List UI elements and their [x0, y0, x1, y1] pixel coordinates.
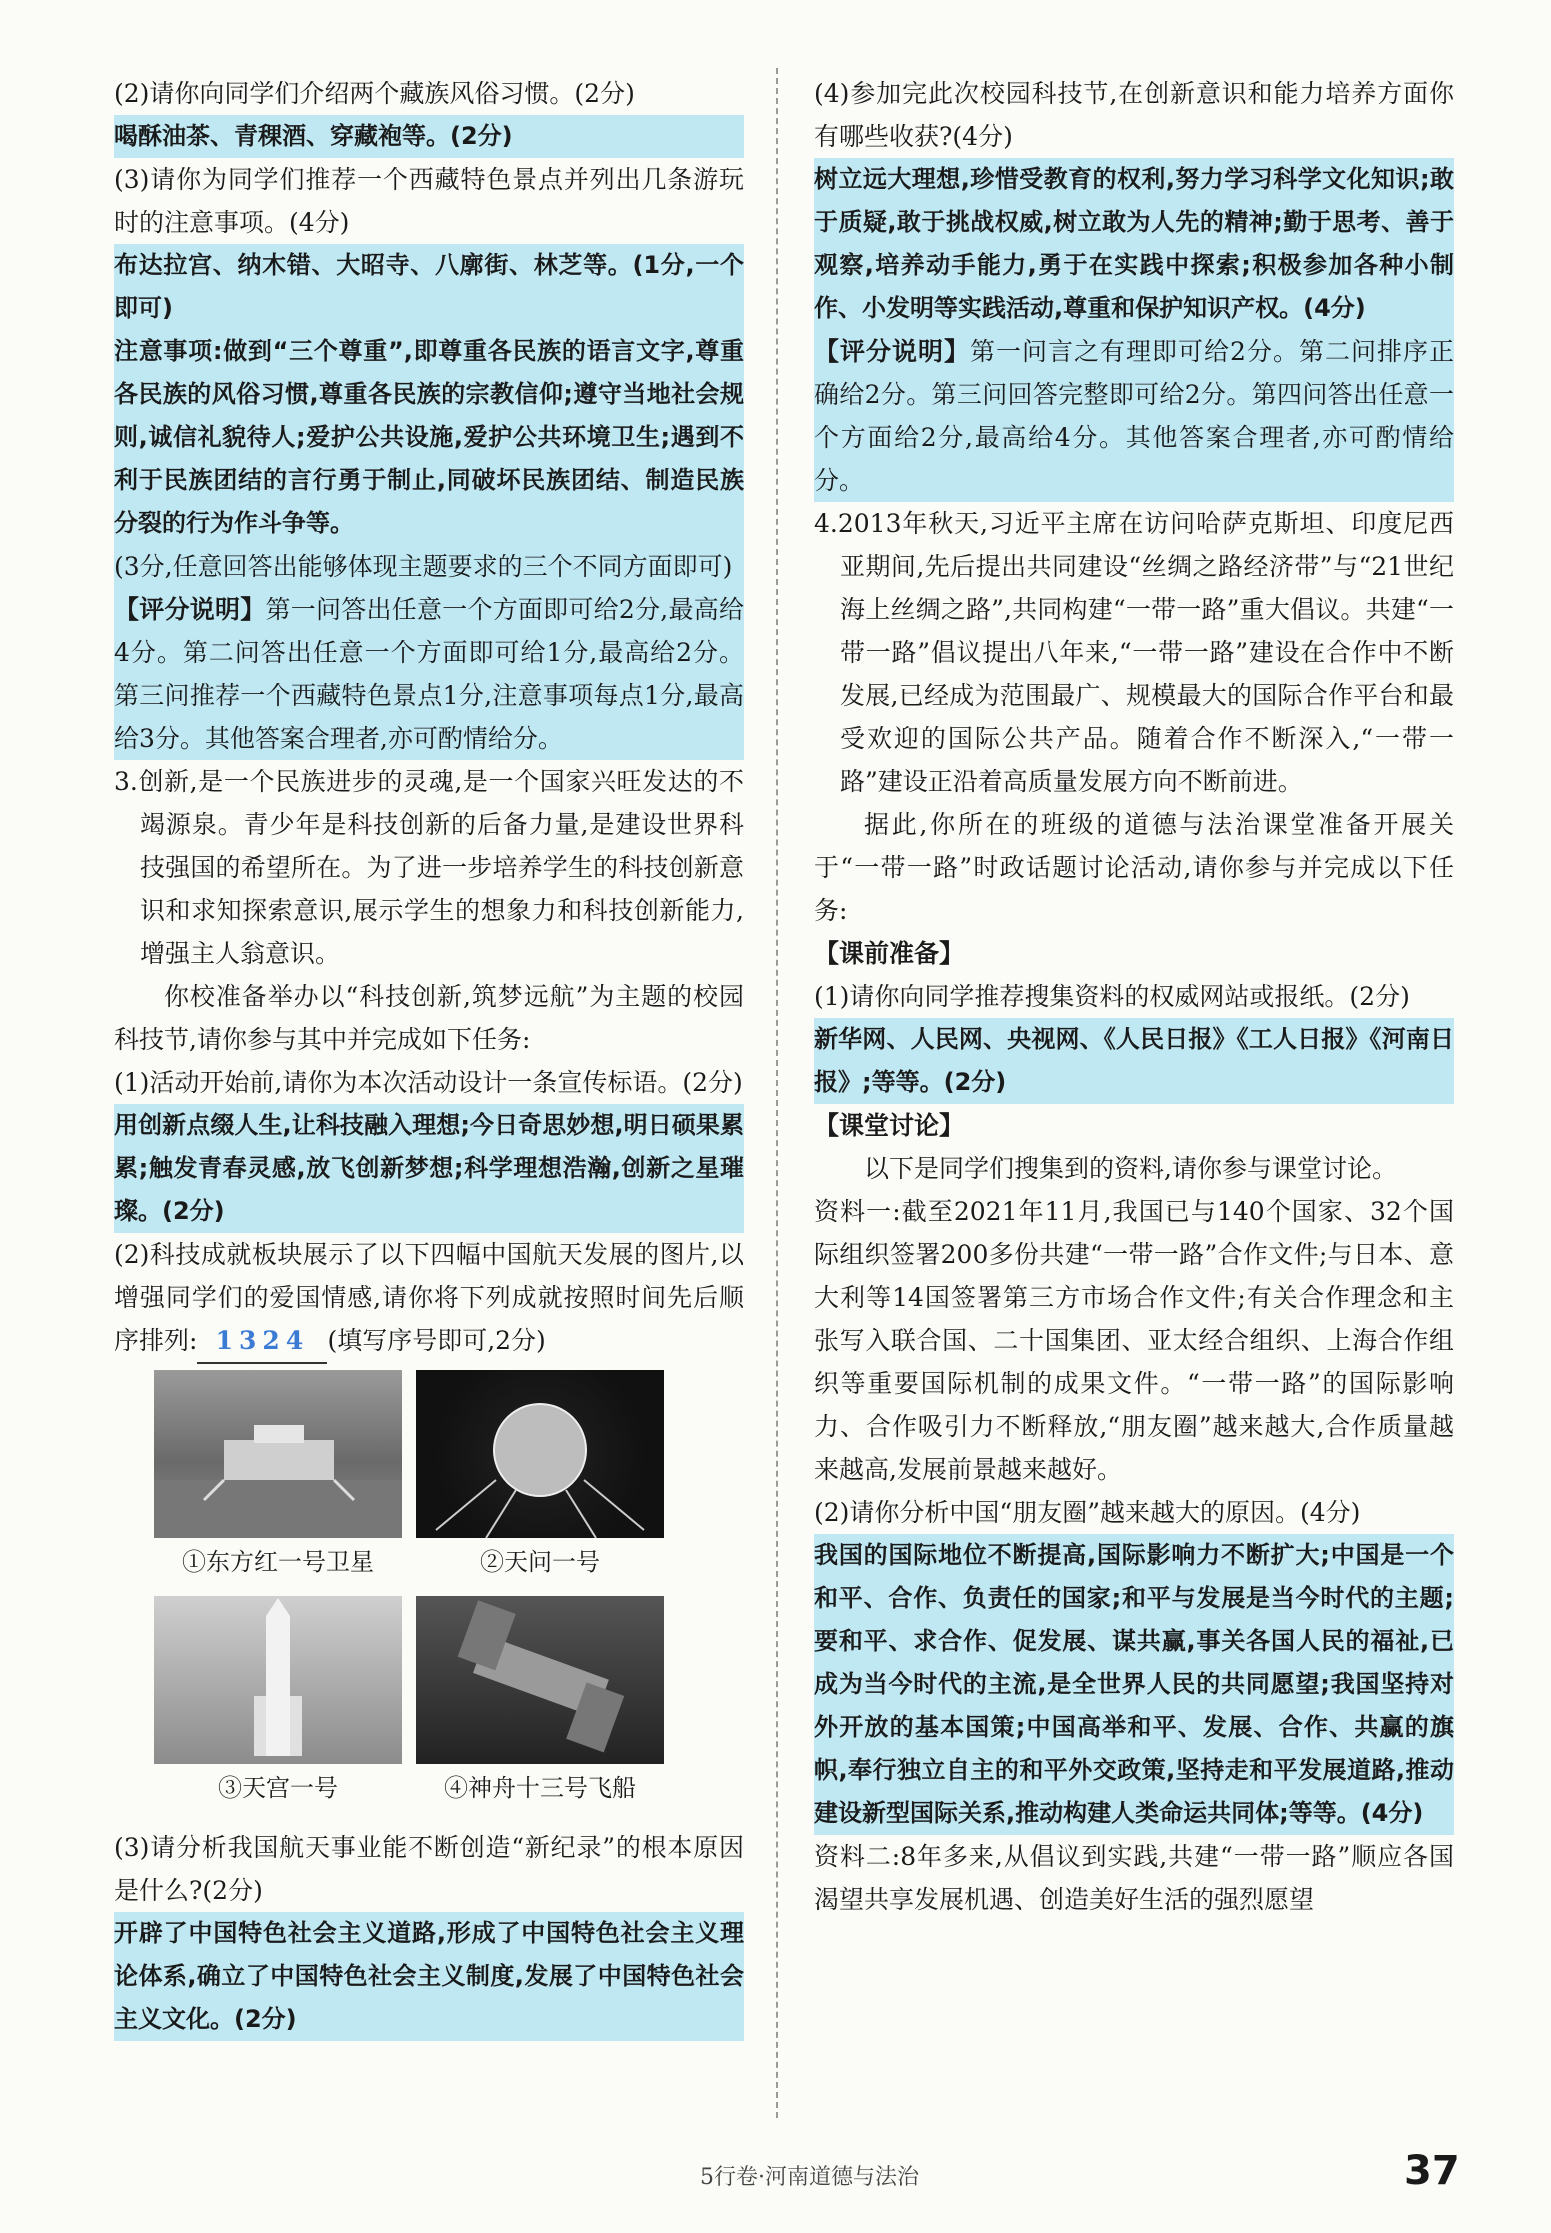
- scoring-text: 第一问言之有理即可给2分。第二问排序正确给2分。第三问回答完整即可给2分。第四问答出任意一个方面给2分,最高给4分。其他答案合理者,亦可酌情给分。: [814, 337, 1454, 495]
- page-number: 37: [1404, 2148, 1460, 2194]
- question-3-intro: 3.创新,是一个民族进步的灵魂,是一个国家兴旺发达的不竭源泉。青少年是科技创新的后备力量,是建设世界科技强国的希望所在。为了进一步培养学生的科技创新意识和求知探索意识,展示学生的想象力和科技创新能力,增强主人翁意识。: [114, 767, 744, 968]
- scoring-note-2: [114, 588, 744, 760]
- section-preparation: 【课前准备】: [814, 939, 965, 968]
- question-3-2-text: (2)科技成就板块展示了以下四幅中国航天发展的图片,以增强同学们的爱国情感,请你将下列成就按照时间先后顺序排列:: [114, 1240, 744, 1355]
- question-3-2-hint: (填写序号即可,2分): [327, 1326, 546, 1355]
- question-2-2: (2)请你向同学们介绍两个藏族风俗习惯。(2分): [114, 79, 635, 108]
- question-2-3: (3)请你为同学们推荐一个西藏特色景点并列出几条游玩时的注意事项。(4分): [114, 165, 744, 237]
- question-3-2: [114, 1233, 744, 1364]
- footer-label: 5行卷·河南道德与法治: [700, 2165, 919, 2190]
- answer-2-3-spots: 布达拉宫、纳木错、大昭寺、八廓街、林芝等。(1分,一个即可): [114, 244, 744, 330]
- photo-2: [416, 1370, 664, 1580]
- question-3-1: (1)活动开始前,请你为本次活动设计一条宣传标语。(2分): [114, 1068, 743, 1097]
- column-divider: [776, 68, 778, 2118]
- answer-3-3: 开辟了中国特色社会主义道路,形成了中国特色社会主义理论体系,确立了中国特色社会主义制度,发展了中国特色社会主义文化。(2分): [114, 1912, 744, 2041]
- answer-3-2-blank: 1324: [197, 1319, 327, 1364]
- discussion-intro: 以下是同学们搜集到的资料,请你参与课堂讨论。: [864, 1154, 1397, 1183]
- question-3-3: (3)请分析我国航天事业能不断创造“新纪录”的根本原因是什么?(2分): [114, 1833, 744, 1905]
- photo-1-caption: ①东方红一号卫星: [182, 1548, 374, 1576]
- scoring-label: 【评分说明】: [114, 595, 266, 624]
- question-4-task: 据此,你所在的班级的道德与法治课堂准备开展关于“一带一路”时政话题讨论活动,请你参与并完成以下任务:: [814, 810, 1454, 925]
- section-discussion: 【课堂讨论】: [814, 1111, 965, 1140]
- answer-2-2: 喝酥油茶、青稞酒、穿藏袍等。(2分): [114, 115, 744, 158]
- photo-4: [416, 1596, 664, 1806]
- answer-2-3-notes: 注意事项:做到“三个尊重”,即尊重各民族的语言文字,尊重各民族的风俗习惯,尊重各民族的宗教信仰;遵守当地社会规则,诚信礼貌待人;爱护公共设施,爱护公共环境卫生;遇到不利于民族团结的言行勇于制止,同破坏民族团结、制造民族分裂的行为作斗争等。: [114, 330, 744, 545]
- answer-4-2: 我国的国际地位不断提高,国际影响力不断扩大;中国是一个和平、合作、负责任的国家;和平与发展是当今时代的主题;要和平、求合作、促发展、谋共赢,事关各国人民的福祉,已成为当今时代的主流,是全世界人民的共同愿望;我国坚持对外开放的基本国策;中国高举和平、发展、合作、共赢的旗帜,奉行独立自主的和平外交政策,坚持走和平发展道路,推动建设新型国际关系,推动构建人类命运共同体;等等。(4分): [814, 1534, 1454, 1835]
- question-4-2: (2)请你分析中国“朋友圈”越来越大的原因。(4分): [814, 1498, 1361, 1527]
- material-1: 资料一:截至2021年11月,我国已与140个国家、32个国际组织签署200多份共建“一带一路”合作文件;与日本、意大利等14国签署第三方市场合作文件;有关合作理念和主张写入联合国、二十国集团、亚太经合组织、上海合作组织等重要国际机制的成果文件。“一带一路”的国际影响力、合作吸引力不断释放,“朋友圈”越来越大,合作质量越来越高,发展前景越来越好。: [814, 1197, 1454, 1484]
- scoring-text: 第一问答出任意一个方面即可给2分,最高给4分。第二问答出任意一个方面即可给1分,最高给2分。第三问推荐一个西藏特色景点1分,注意事项每点1分,最高给3分。其他答案合理者,亦可酌情给分。: [114, 595, 744, 753]
- spacecraft-image: [416, 1596, 664, 1764]
- answer-4-1: 新华网、人民网、央视网、《人民日报》《工人日报》《河南日报》;等等。(2分): [814, 1018, 1454, 1104]
- left-column: [114, 72, 744, 2041]
- photo-1: [154, 1370, 402, 1580]
- material-2: 资料二:8年多来,从倡议到实践,共建“一带一路”顺应各国渴望共享发展机遇、创造美好生活的强烈愿望: [814, 1842, 1454, 1914]
- right-column: [814, 72, 1454, 1921]
- question-3-task: 你校准备举办以“科技创新,筑梦远航”为主题的校园科技节,请你参与其中并完成如下任务:: [114, 982, 744, 1054]
- question-3-4: (4)参加完此次校园科技节,在创新意识和能力培养方面你有哪些收获?(4分): [814, 79, 1454, 151]
- photo-4-caption: ④神舟十三号飞船: [444, 1774, 636, 1802]
- photo-2-caption: ②天问一号: [480, 1548, 600, 1576]
- answer-3-4: 树立远大理想,珍惜受教育的权利,努力学习科学文化知识;敢于质疑,敢于挑战权威,树立敢为人先的精神;勤于思考、善于观察,培养动手能力,勇于在实践中探索;积极参加各种小制作、小发明等实践活动,尊重和保护知识产权。(4分): [814, 158, 1454, 330]
- scoring-note-3: [814, 330, 1454, 502]
- question-4-1: (1)请你向同学推荐搜集资料的权威网站或报纸。(2分): [814, 982, 1410, 1011]
- answer-2-3-score: (3分,任意回答出能够体现主题要求的三个不同方面即可): [114, 545, 744, 588]
- scoring-label: 【评分说明】: [814, 337, 971, 366]
- photo-3: [154, 1596, 402, 1806]
- satellite-image: [416, 1370, 664, 1538]
- question-4-intro: 4.2013年秋天,习近平主席在访问哈萨克斯坦、印度尼西亚期间,先后提出共同建设“丝绸之路经济带”与“21世纪海上丝绸之路”,共同构建“一带一路”重大倡议。共建“一带一路”倡议提出八年来,“一带一路”建设在合作中不断发展,已经成为范围最广、规模最大的国际合作平台和最受欢迎的国际公共产品。随着合作不断深入,“一带一路”建设正沿着高质量发展方向不断前进。: [814, 509, 1454, 796]
- photo-3-caption: ③天宫一号: [218, 1774, 338, 1802]
- lander-image: [154, 1370, 402, 1538]
- spaceflight-photos: [114, 1370, 744, 1820]
- rocket-image: [154, 1596, 402, 1764]
- answer-3-1: 用创新点缀人生,让科技融入理想;今日奇思妙想,明日硕果累累;触发青春灵感,放飞创新梦想;科学理想浩瀚,创新之星璀璨。(2分): [114, 1104, 744, 1233]
